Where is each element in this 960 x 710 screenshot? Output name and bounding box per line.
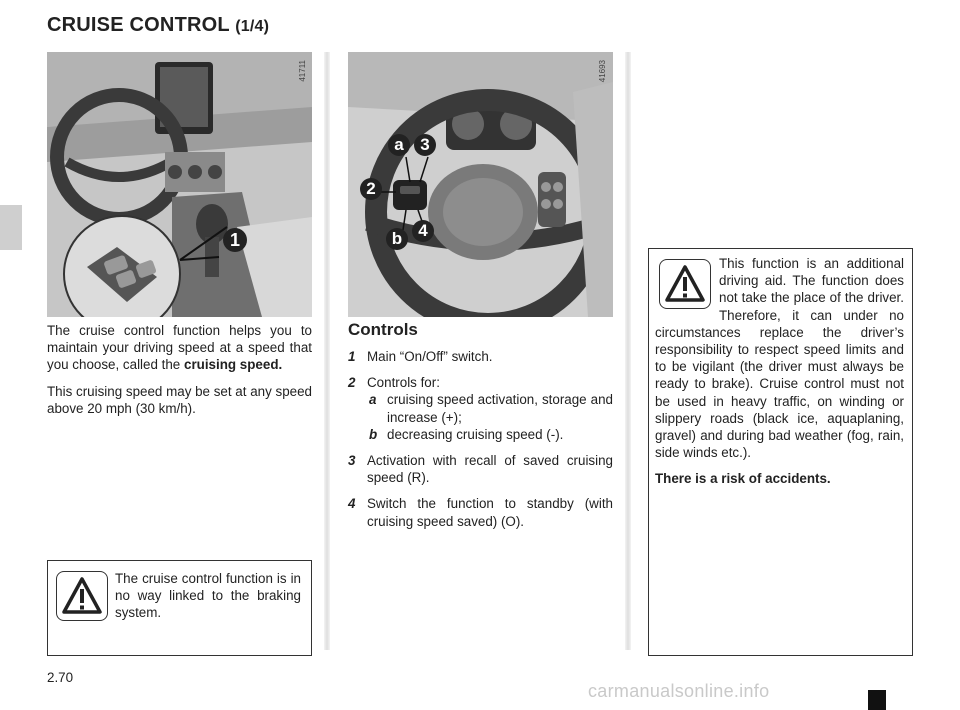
control-subitem-a: a cruising speed activation, storage and increase (+);	[369, 392, 613, 425]
figure-left-code: 41711	[298, 60, 307, 82]
page-number: 2.70	[47, 670, 74, 685]
intro-paragraph-2: This cruising speed may be set at any speed above 20 mph (30 km/h).	[47, 383, 312, 416]
intro-paragraph-1: The cruise control function helps you to maintain your driving speed at a speed that you choose, called the cruising speed.	[47, 323, 312, 373]
warning-driving-aid-emphasis: There is a risk of accidents.	[655, 471, 831, 487]
callout-1: 1	[223, 228, 247, 252]
steering-wheel-photo	[348, 52, 613, 317]
column-divider-left	[324, 52, 330, 650]
page-title-main: CRUISE CONTROL	[47, 14, 230, 36]
warning-triangle-icon	[56, 571, 108, 621]
control-subitem-b: b decreasing cruising speed (-).	[369, 426, 564, 442]
figure-right-code: 41693	[598, 60, 607, 83]
dashboard-photo	[47, 52, 312, 317]
warning-box-braking	[47, 560, 312, 656]
controls-heading: Controls	[348, 320, 418, 339]
column-divider-right	[625, 52, 631, 650]
watermark: carmanualsonline.info	[588, 681, 770, 701]
chapter-tab	[0, 205, 22, 250]
callout-a: a	[388, 134, 410, 156]
control-item-3: 3 Activation with recall of saved cruising speed (R).	[348, 453, 613, 486]
intro-text	[47, 322, 312, 426]
warning-driving-aid-body	[655, 255, 904, 488]
callout-3: 3	[414, 134, 436, 156]
warning-box-driving-aid	[648, 248, 913, 656]
callout-b: b	[386, 228, 408, 250]
warning-driving-aid-text: This function is an additional driving aid. The function does not take the place of the driver. Therefore, it can under no circumstances replace the driver’s responsibility to respect speed limits and to be vigilant (the driver must always be ready to brake). Cruise control must not be used in heavy traffic, on winding or slippery roads (black ice, aquaplaning, gravel) and during bad weather (fog, rain, side winds etc.).	[655, 256, 904, 461]
warning-braking-text: The cruise control function is in no way linked to the braking system.	[115, 571, 301, 621]
controls-list	[348, 348, 613, 539]
control-item-1: 1 Main “On/Off” switch.	[348, 349, 493, 364]
corner-mark	[868, 690, 886, 710]
control-item-4: 4 Switch the function to standby (with cruising speed saved) (O).	[348, 496, 613, 529]
callout-4: 4	[412, 220, 434, 242]
control-item-2: 2 Controls for: a cruising speed activation, storage and increase (+); b decreasing cruising speed (-).	[348, 375, 613, 442]
callout-2: 2	[360, 178, 382, 200]
page-title	[47, 14, 269, 37]
page-title-suffix: (1/4)	[235, 18, 270, 35]
